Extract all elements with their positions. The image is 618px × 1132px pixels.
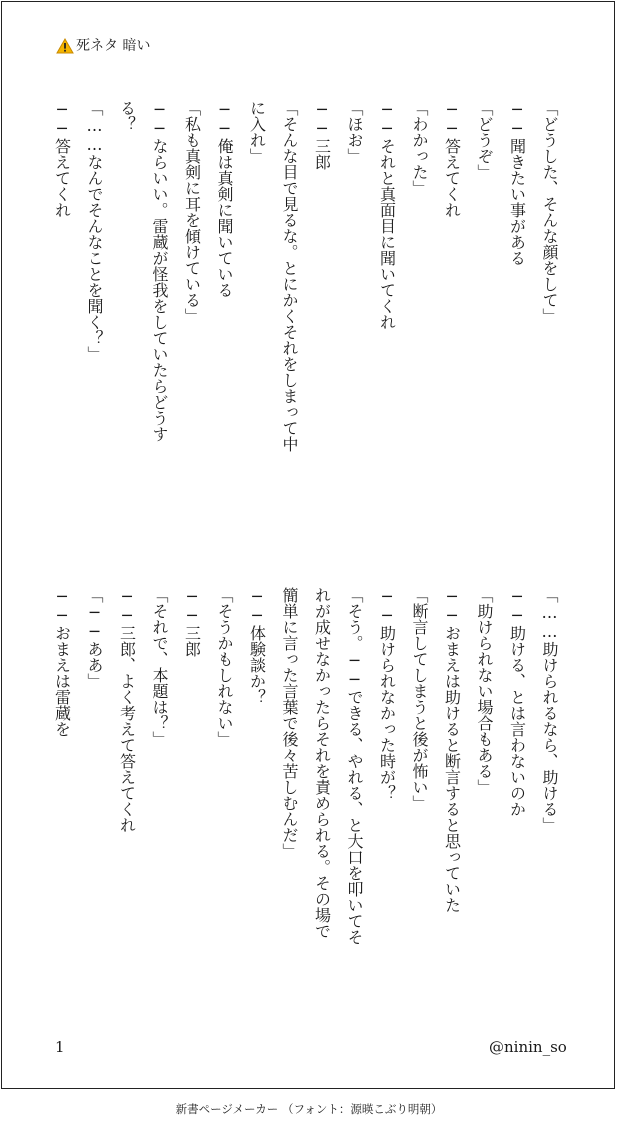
text-column: 「──ああ」 [85,587,104,689]
text-column: ──それと真面目に聞いてくれ [377,100,397,330]
text-column: 「わかった」 [410,100,429,196]
text-column: ──助ける、とは言わないのか [507,587,527,817]
text-column: 「助けられない場合もある」 [475,587,494,795]
text-column: 「……助けられるなら、助ける」 [540,587,559,833]
text-column: る？ [117,100,137,132]
text-column: 「それで、本題は？」 [150,587,169,747]
text-column: 簡単に言った言葉で後々苦しむんだ」 [280,587,299,859]
text-column: 「……なんでそんなことを聞く？」 [85,100,104,362]
text-column: ──助けられなかった時が？ [377,587,397,801]
text-column: 「どうぞ」 [475,100,494,180]
text-column: ──体験談か？ [247,587,267,705]
text-column: ──三郎、よく考えて答えてくれ [117,587,137,833]
warning-icon [56,38,74,54]
text-column: ──答えてくれ [52,100,72,218]
text-column: ──答えてくれ [442,100,462,218]
text-column: 「断言してしまうと後が怖い」 [410,587,429,811]
text-column: 「私も真剣に耳を傾けている」 [182,100,202,324]
text-column: ──おまえは雷蔵を [52,587,72,737]
page-number: 1 [55,1038,65,1056]
text-column: ──俺は真剣に聞いている [215,100,234,298]
text-column: に入れ」 [247,100,267,164]
text-column: 「どうした、そんな顔をして」 [540,100,559,324]
content-warning [56,37,150,55]
content-warning-text: 死ネタ 暗い [76,38,151,54]
text-column: 「ほお」 [345,100,364,164]
text-column: れが成せなかったらそれを責められる。その場で [312,587,332,939]
text-column: ──おまえは助けると断言すると思っていた [442,587,462,913]
text-column: 「そうかもしれない」 [215,587,234,747]
text-column: ──聞きたい事がある [507,100,527,266]
text-column: ──三郎 [182,587,202,657]
text-column: ──三郎 [312,100,332,170]
text-column: 「そんな目で見るな。とにかくそれをしまって中 [280,100,299,452]
novel-page [1,1,615,1089]
generator-credit: 新書ページメーカー （フォント：源暎こぶり明朝） [175,1102,443,1116]
text-column: 「そう。──できる、やれる、と大口を叩いてそ [345,587,364,945]
author-handle: @ninin_so [489,1038,567,1056]
text-column: ──ならいい。雷蔵が怪我をしていたらどうす [150,100,169,442]
